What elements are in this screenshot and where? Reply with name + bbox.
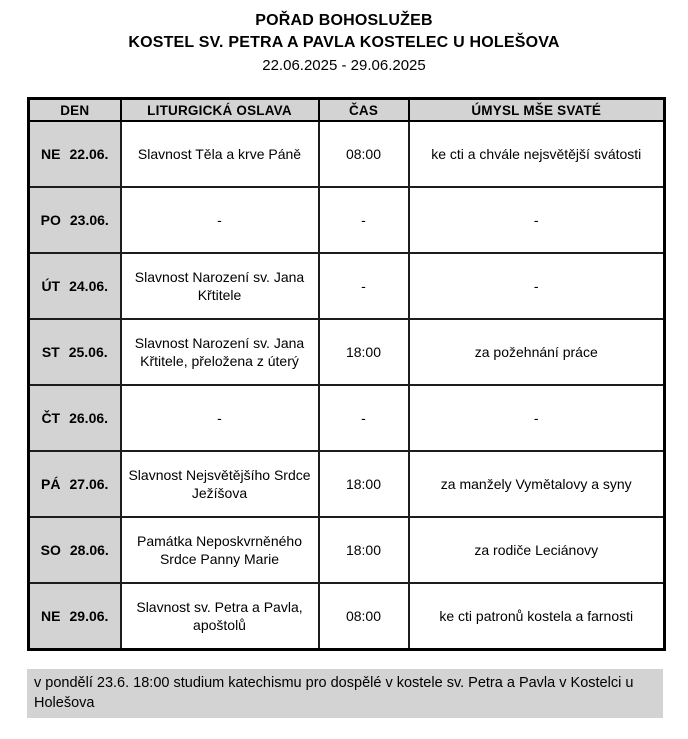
table-row [29, 517, 665, 583]
time-cell: - [319, 385, 409, 451]
time-cell: - [319, 187, 409, 253]
day-cell [29, 319, 121, 385]
intention-cell: - [409, 385, 665, 451]
time-cell: - [319, 253, 409, 319]
table-row [29, 451, 665, 517]
day-abbreviation: PO [40, 212, 61, 228]
page-subtitle: KOSTEL SV. PETRA A PAVLA KOSTELEC U HOLEŠOVA [128, 34, 560, 51]
date-range: 22.06.2025 - 29.06.2025 [262, 57, 426, 74]
day-cell [29, 583, 121, 649]
celebration-cell: Slavnost Narození sv. Jana Křtitele [121, 253, 319, 319]
table-row [29, 583, 665, 649]
day-cell [29, 253, 121, 319]
time-cell: 18:00 [319, 517, 409, 583]
day-abbreviation: NE [41, 607, 61, 624]
day-abbreviation: PÁ [41, 476, 61, 492]
col-header-day: DEN [29, 99, 121, 122]
celebration-cell: Slavnost Těla a krve Páně [121, 121, 319, 187]
table-row [29, 319, 665, 385]
intention-cell: za manžely Vymětalovy a syny [409, 451, 665, 517]
celebration-cell: Památka Neposkvrněného Srdce Panny Marie [121, 517, 319, 583]
celebration-cell: Slavnost Narození sv. Jana Křtitele, přeložena z úterý [121, 319, 319, 385]
day-date: 25.06. [68, 344, 108, 360]
day-cell [29, 121, 121, 187]
intention-cell: za požehnání práce [409, 319, 665, 385]
time-cell: 18:00 [319, 451, 409, 517]
day-date: 26.06. [69, 410, 109, 426]
celebration-cell: - [121, 385, 319, 451]
intention-cell: za rodiče Leciánovy [409, 517, 665, 583]
day-date: 22.06. [69, 146, 109, 162]
day-abbreviation: ST [41, 344, 60, 360]
table-row [29, 385, 665, 451]
intention-cell: ke cti patronů kostela a farnosti [409, 583, 665, 649]
intention-cell: ke cti a chvále nejsvětější svátosti [409, 121, 665, 187]
day-date: 27.06. [69, 476, 109, 492]
day-cell [29, 187, 121, 253]
col-header-intention: ÚMYSL MŠE SVATÉ [409, 99, 665, 122]
page-title: POŘAD BOHOSLUŽEB [255, 12, 433, 29]
day-cell [29, 517, 121, 583]
time-cell: 08:00 [319, 583, 409, 649]
day-abbreviation: SO [40, 542, 61, 558]
time-cell: 18:00 [319, 319, 409, 385]
day-abbreviation: ÚT [41, 278, 61, 294]
celebration-cell: Slavnost sv. Petra a Pavla, apoštolů [121, 583, 319, 649]
day-date: 24.06. [69, 278, 109, 294]
document-header [0, 0, 688, 74]
col-header-time: ČAS [319, 99, 409, 122]
day-date: 28.06. [69, 542, 109, 558]
col-header-celebration: LITURGICKÁ OSLAVA [121, 99, 319, 122]
celebration-cell: - [121, 187, 319, 253]
celebration-cell: Slavnost Nejsvětějšího Srdce Ježíšova [121, 451, 319, 517]
table-header-row [29, 99, 665, 122]
day-abbreviation: ČT [41, 410, 61, 426]
day-abbreviation: NE [41, 146, 61, 162]
footer-note: v pondělí 23.6. 18:00 studium katechismu pro dospělé v kostele sv. Petra a Pavla v Kostelci u Holešova [27, 669, 663, 718]
intention-cell: - [409, 187, 665, 253]
table-row [29, 253, 665, 319]
table-row [29, 187, 665, 253]
table-row [29, 121, 665, 187]
day-cell [29, 385, 121, 451]
day-date: 23.06. [69, 212, 109, 228]
intention-cell: - [409, 253, 665, 319]
day-cell [29, 451, 121, 517]
time-cell: 08:00 [319, 121, 409, 187]
day-date: 29.06. [69, 607, 109, 624]
mass-schedule-table [27, 97, 666, 651]
